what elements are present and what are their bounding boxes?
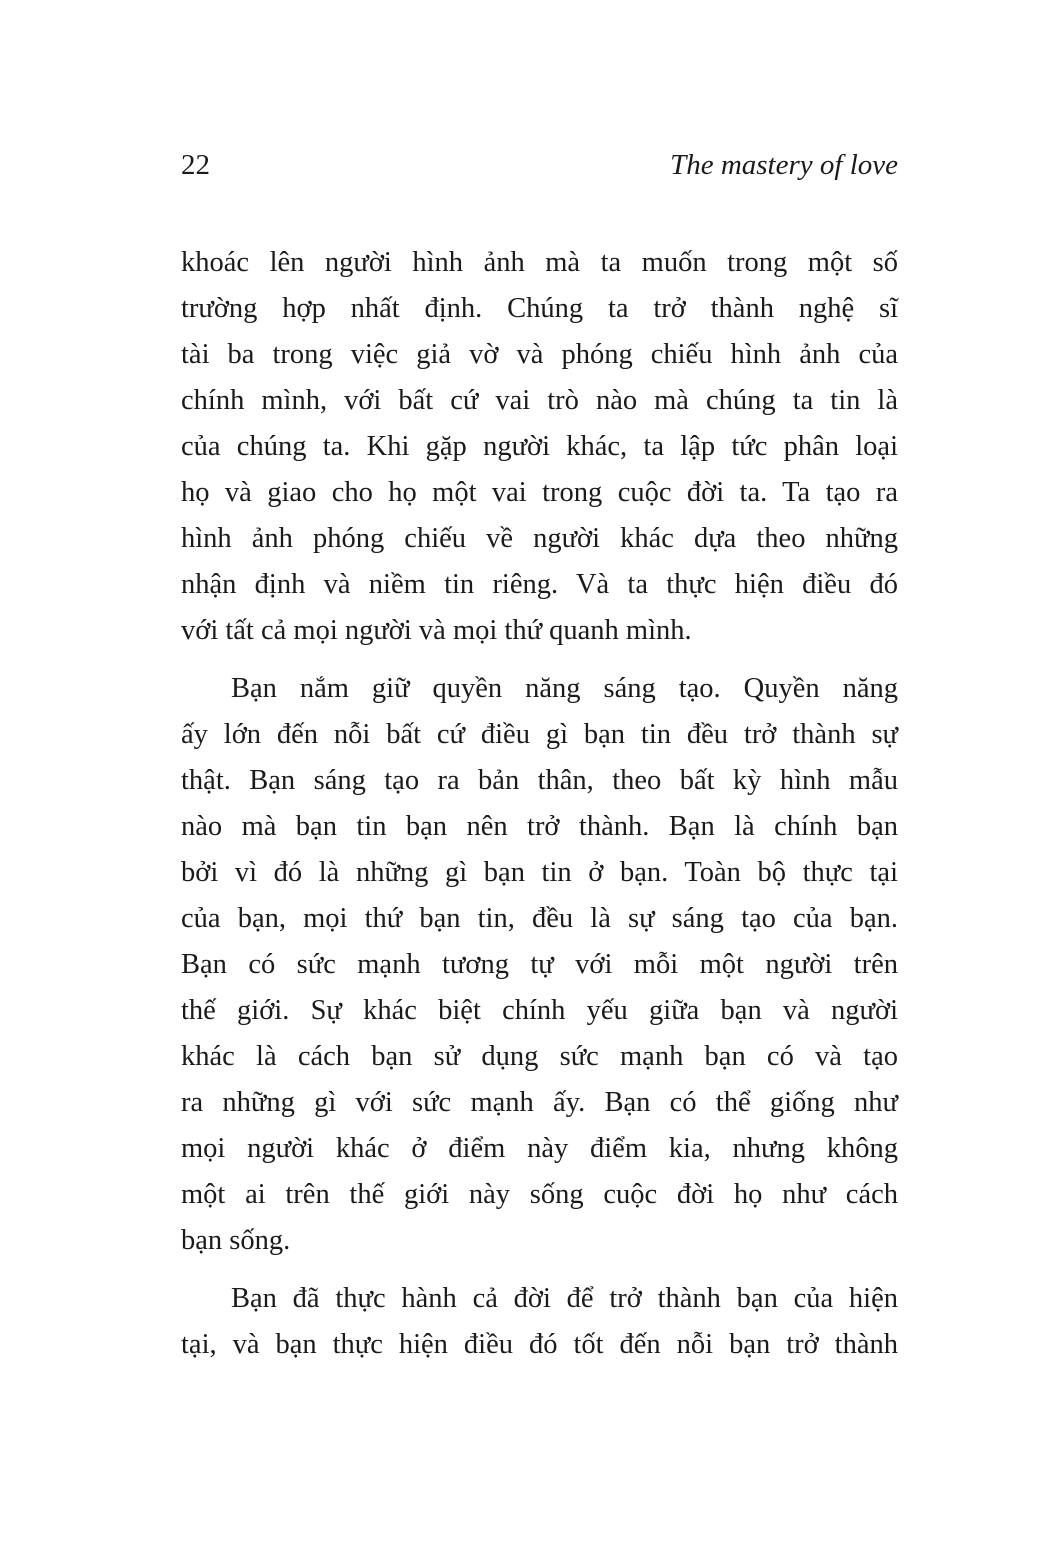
text-line: Bạn có sức mạnh tương tự với mỗi một người trên (181, 949, 898, 980)
text-line: ấy lớn đến nỗi bất cứ điều gì bạn tin đều trở thành sự (181, 719, 898, 750)
text-line: khoác lên người hình ảnh mà ta muốn trong một số (181, 247, 898, 278)
paragraph (181, 1276, 898, 1368)
body-text (181, 240, 898, 1368)
text-line: tại, và bạn thực hiện điều đó tốt đến nỗi bạn trở thành (181, 1329, 898, 1360)
text-line: chính mình, với bất cứ vai trò nào mà chúng ta tin là (181, 385, 898, 416)
text-line: nào mà bạn tin bạn nên trở thành. Bạn là chính bạn (181, 811, 898, 842)
text-line: họ và giao cho họ một vai trong cuộc đời ta. Ta tạo ra (181, 477, 898, 508)
paragraph (181, 240, 898, 654)
text-line: bởi vì đó là những gì bạn tin ở bạn. Toàn bộ thực tại (181, 857, 898, 888)
text-line: thế giới. Sự khác biệt chính yếu giữa bạn và người (181, 995, 898, 1026)
text-line: mọi người khác ở điểm này điểm kia, nhưng không (181, 1133, 898, 1164)
text-line: hình ảnh phóng chiếu về người khác dựa theo những (181, 523, 898, 554)
text-line: bạn sống. (181, 1225, 291, 1256)
text-line: khác là cách bạn sử dụng sức mạnh bạn có và tạo (181, 1041, 898, 1072)
page-number: 22 (181, 149, 210, 181)
text-line: ra những gì với sức mạnh ấy. Bạn có thể giống như (181, 1087, 898, 1118)
text-line: của chúng ta. Khi gặp người khác, ta lập tức phân loại (181, 431, 898, 462)
text-line: thật. Bạn sáng tạo ra bản thân, theo bất kỳ hình mẫu (181, 765, 898, 796)
text-line: của bạn, mọi thứ bạn tin, đều là sự sáng tạo của bạn. (181, 903, 898, 934)
page-header (181, 148, 898, 183)
text-line: Bạn đã thực hành cả đời để trở thành bạn của hiện (231, 1283, 898, 1314)
text-line: một ai trên thế giới này sống cuộc đời họ như cách (181, 1179, 898, 1210)
text-line: tài ba trong việc giả vờ và phóng chiếu hình ảnh của (181, 339, 898, 370)
text-line: nhận định và niềm tin riêng. Và ta thực hiện điều đó (181, 569, 898, 600)
text-line: trường hợp nhất định. Chúng ta trở thành nghệ sĩ (181, 293, 898, 324)
text-line: với tất cả mọi người và mọi thứ quanh mình. (181, 615, 692, 646)
paragraph (181, 666, 898, 1264)
running-title: The mastery of love (670, 149, 898, 181)
text-line: Bạn nắm giữ quyền năng sáng tạo. Quyền năng (231, 673, 898, 704)
